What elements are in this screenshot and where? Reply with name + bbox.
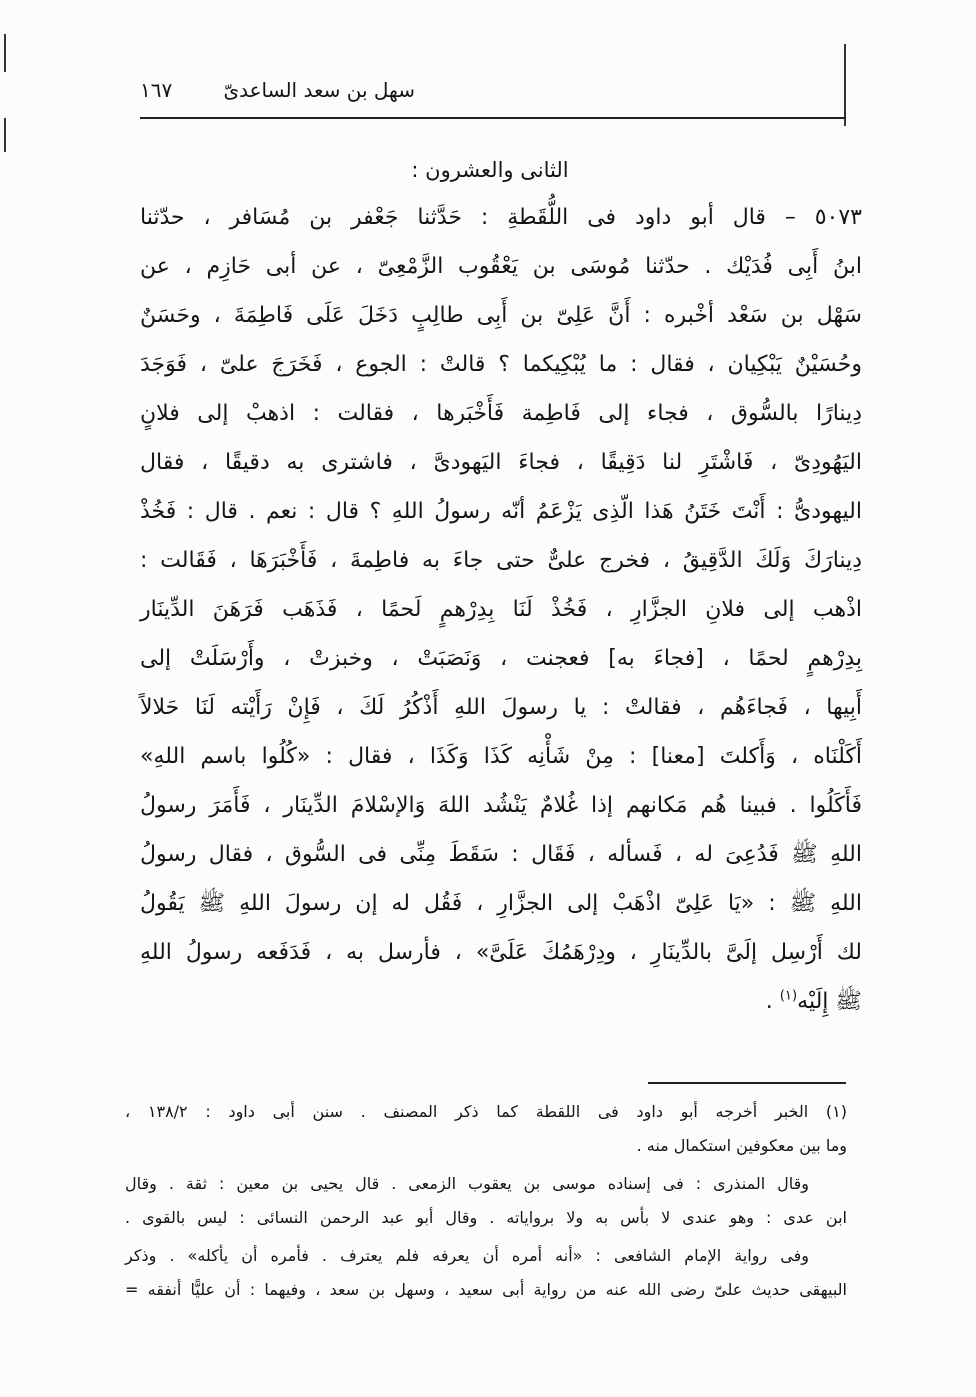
body-text-line: اليهودىُّ : أَنْتَ خَتَنُ هَذا الّذِى يَزْعَمُ أنّه رسولُ اللهِ ؟ قال : نعم . قال : فَخُذْ — [140, 499, 862, 524]
section-heading: الثانى والعشرون : — [411, 158, 569, 182]
footnote-1 — [125, 1095, 847, 1163]
body-text-line: فَأَكَلُوا . فبينا هُم مَكانهم إذا غُلامٌ يَنْشُد اللهَ وَالإسْلامَ الدِّينَار ، فَأَمَرَ رسولُ — [140, 793, 862, 818]
body-text-line-last — [140, 977, 862, 1026]
running-header — [140, 70, 415, 110]
footnote-line: وقال المنذرى : فى إسناده موسى بن يعقوب الزمعى . قال يحيى بن معين : ثقة . وقال — [125, 1174, 809, 1193]
body-text-line: اللهِ ﷺ فَدُعِىَ له ، فَسأله ، فَقَال : سَقَطَ مِنِّى فى السُّوق ، فقال رسولُ — [140, 842, 862, 867]
header-margin-mark — [844, 44, 846, 126]
footnote-separator — [648, 1082, 846, 1084]
body-text-line: وحُسَيْنٌ يَبْكِيان ، فقال : ما يُبْكِيكما ؟ قالتْ : الجوع ، فَخَرَجَ علىّ ، فَوَجَدَ — [140, 352, 862, 377]
footnote-3 — [125, 1239, 847, 1307]
body-text-line: أَكَلْنَاه ، وَأَكلتَ [معنا] : مِنْ شَأْنِه كَذَا وَكَذَا ، فقال : «كُلُوا باسم اللهِ» — [140, 744, 862, 769]
footnotes — [125, 1095, 847, 1307]
scan-edge-mark — [4, 34, 6, 72]
header-rule — [140, 117, 846, 119]
body-text-line: بِدِرْهمٍ لحمًا ، [فجاءَ به] فعجنت ، وَنَصَبَتْ ، وخبزتْ ، وأَرْسَلَتْ إلى — [140, 646, 862, 671]
body-text-line: أَبِيها ، فَجاءَهُم ، فقالتْ : يا رسولَ اللهِ أَذْكُرُ لَكَ ، فَإِنْ رَأَيْته لَنَا حَلالاً — [140, 695, 862, 720]
footnote-line: البيهقى حديث علىّ رضى الله عنه من رواية أبى سعيد ، وسهل بن سعد ، وفيهما : أن عليًّا أنفقه = — [125, 1280, 847, 1299]
body-text-line: دِينارًا بالسُّوق ، فجاء إلى فَاطِمة فَأَخْبَرها ، فقالت : اذهبْ إلى فلانٍ — [140, 401, 862, 426]
body-text-line: اذْهب إلى فلانِ الجزَّارِ ، فَخُذْ لَنَا بِدِرْهمٍ لَحمًا ، فَذَهَب فَرَهَنَ الدِّينَار — [140, 597, 862, 622]
footnote-line: (١) الخبر أخرجه أبو داود فى اللقطة كما ذكر المصنف . سنن أبى داود : ١٣٨/٢ ، — [125, 1102, 847, 1121]
running-title: سهل بن سعد الساعدىّ — [223, 78, 415, 102]
body-text-line: اليَهُودِىّ ، فَاشْتَرِ لنا دَقِيقًا ، فجاءَ اليَهودىَّ ، فاشترى به دقيقًا ، فقال — [140, 450, 862, 475]
body-last-text: ﷺ إِلَيْه — [797, 989, 862, 1014]
body-text-line: ٥٠٧٣ – قال أبو داود فى اللُّقَطةِ : حَدَّثنا جَعْفر بن مُسَافر ، حدّثنا — [140, 205, 862, 230]
body-text-line: لك أَرْسِل إلَىَّ بالدِّينَارِ ، ودِرْهَمُكَ عَلَىَّ» ، فأرسل به ، فَدَفَعه رسولُ اللهِ — [140, 940, 862, 965]
page-number: ١٦٧ — [140, 78, 173, 102]
body-text-line: دِينارَكَ وَلَكَ الدَّقِيقُ ، فخرج علىٌّ حتى جاءَ به فاطِمةَ ، فَأَخْبَرَهَا ، فَقَالت : — [140, 548, 862, 573]
body-text-line: اللهِ ﷺ : «يَا عَلِىّ اذْهَبْ إلى الجزَّارِ ، فَقُل له إن رسولَ اللهِ ﷺ يَقُولُ — [140, 891, 862, 916]
footnote-line: وفى رواية الإمام الشافعى : «أنه أمره أن يعرفه فلم يعترف . فأمره أن يأكله» . وذكر — [125, 1246, 809, 1265]
body-last-end: . — [765, 989, 780, 1014]
body-text — [140, 193, 862, 1026]
footnote-2 — [125, 1167, 847, 1235]
footnote-line: وما بين معكوفين استكمال منه . — [636, 1136, 847, 1155]
footnote-ref-marker: (١) — [779, 988, 798, 1004]
body-text-line: سَهْل بن سَعْد أخْبره : أَنَّ عَلِىّ بن أَبِى طالِبٍ دَخَلَ عَلَى فَاطِمَةَ ، وحَسَنٌ — [140, 303, 862, 328]
footnote-line: ابن عدى : وهو عندى لا بأس به ولا برواياته . وقال أبو عبد الرحمن النسائى : ليس بالقوى . — [125, 1208, 847, 1227]
body-text-line: ابنُ أَبِى فُدَيْك . حدّثنا مُوسَى بن يَعْقُوب الزَّمْعِىّ ، عن أبى حَازِم ، عن — [140, 254, 862, 279]
scan-edge-mark — [4, 118, 6, 152]
